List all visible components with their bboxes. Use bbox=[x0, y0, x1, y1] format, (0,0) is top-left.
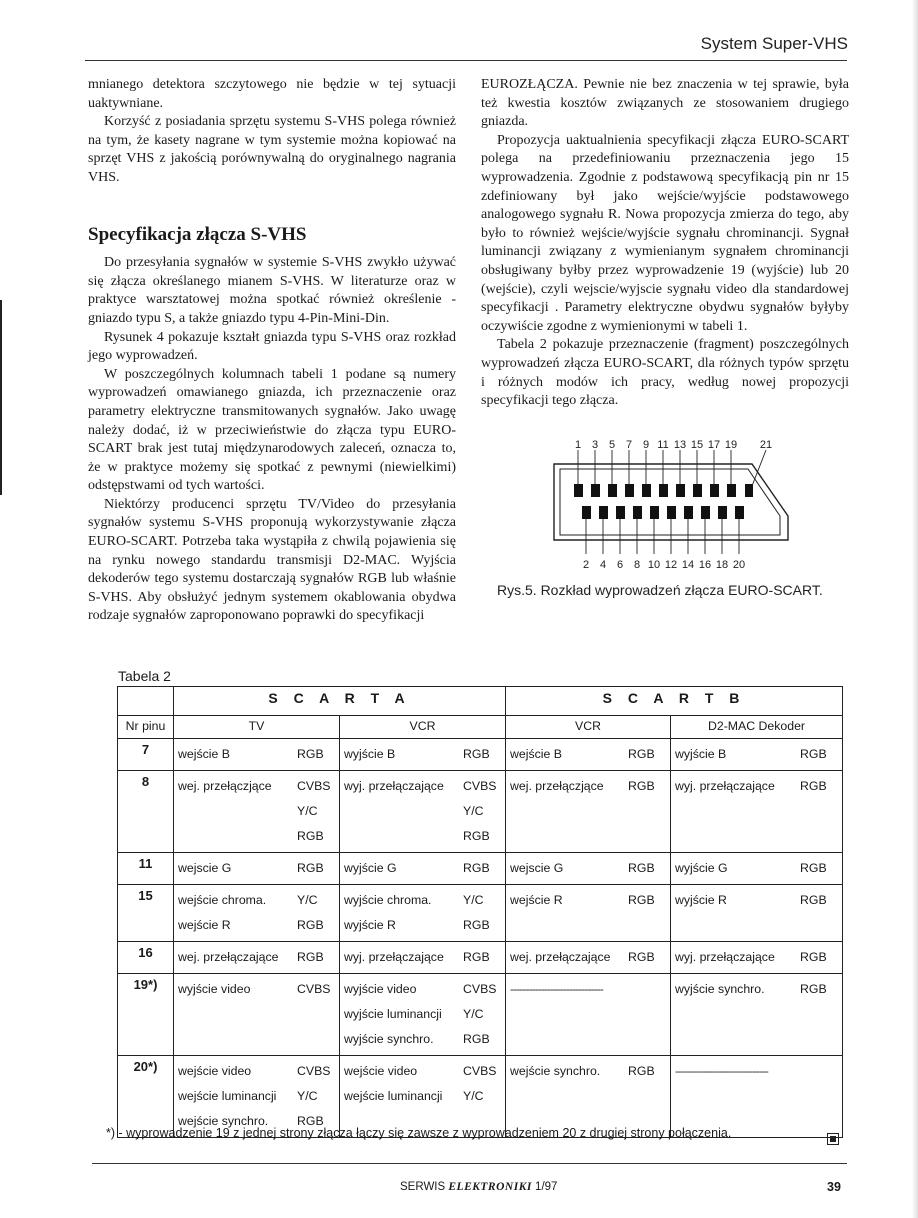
signal-line bbox=[510, 1059, 666, 1084]
pin-number: 20*) bbox=[118, 1056, 174, 1138]
signal-line bbox=[510, 774, 666, 799]
signal-standard: RGB bbox=[628, 893, 655, 907]
signal-line bbox=[344, 977, 501, 1002]
signal-standard: RGB bbox=[800, 982, 827, 996]
pin-label-top: 17 bbox=[707, 439, 721, 451]
signal-line bbox=[178, 856, 335, 881]
scart-pin-table bbox=[117, 686, 843, 1138]
signal-name: wejście R bbox=[178, 918, 231, 932]
signal-standard: Y/C bbox=[463, 804, 484, 818]
page-number: 39 bbox=[827, 1180, 841, 1194]
signal-standard: RGB bbox=[628, 1064, 655, 1078]
pin-21 bbox=[745, 484, 753, 497]
signal-name: wejscie G bbox=[510, 861, 564, 875]
column-header: TV bbox=[174, 716, 340, 739]
signal-name: wyjście synchro. bbox=[675, 982, 765, 996]
signal-line bbox=[344, 856, 501, 881]
signal-standard: RGB bbox=[628, 861, 655, 875]
table-cell bbox=[340, 853, 506, 885]
signal-line bbox=[178, 799, 335, 824]
paragraph: Rysunek 4 pokazuje kształt gniazda typu S-VHS oraz rozkład jego wyprowadzeń. bbox=[88, 329, 456, 364]
pin-label-bottom: 8 bbox=[633, 559, 641, 571]
signal-name: wyjście synchro. bbox=[344, 1032, 434, 1046]
signal-standard: RGB bbox=[297, 1114, 324, 1128]
signal-line bbox=[344, 1002, 501, 1027]
signal-name: wejście B bbox=[510, 747, 562, 761]
signal-standard: Y/C bbox=[463, 1007, 484, 1021]
signal-line bbox=[510, 945, 666, 970]
paragraph: EUROZŁĄCZA. Pewnie nie bez znaczenia w tej sprawie, była też kwestia kosztów związanych ze stosowaniem drugiego gniazda. bbox=[481, 77, 849, 130]
signal-name: wyj. przełączające bbox=[675, 950, 775, 964]
signal-standard: RGB bbox=[297, 747, 324, 761]
signal-name: wyjście B bbox=[344, 747, 396, 761]
signal-standard: CVBS bbox=[463, 982, 497, 996]
table-cell bbox=[671, 771, 843, 853]
table-row bbox=[118, 942, 843, 974]
even-pin bbox=[701, 506, 710, 519]
signal-name: wejście chroma. bbox=[178, 893, 267, 907]
table-cell bbox=[340, 739, 506, 771]
signal-line bbox=[675, 742, 838, 767]
euro-scart-connector-diagram bbox=[540, 436, 800, 576]
paragraph: Tabela 2 pokazuje przeznaczenie (fragment) poszczególnych wyprowadzeń złącza EURO-SCART, dla różnych typów sprzętu i różnych modów ich pracy, według nowej propozycji specyfikacji tego złącza. bbox=[481, 337, 849, 409]
pin-label-top: 3 bbox=[591, 439, 599, 451]
signal-line bbox=[344, 888, 501, 913]
signal-standard: RGB bbox=[297, 950, 324, 964]
table-cell bbox=[671, 739, 843, 771]
signal-line bbox=[344, 824, 501, 849]
table-cell bbox=[174, 885, 340, 942]
signal-name: wyjście luminancji bbox=[344, 1007, 442, 1021]
pin-label-top: 21 bbox=[759, 439, 773, 451]
table-row bbox=[118, 739, 843, 771]
pin-label-top: 15 bbox=[690, 439, 704, 451]
pin-label-top: 13 bbox=[673, 439, 687, 451]
connector-inner-outline bbox=[560, 469, 780, 535]
odd-pin bbox=[710, 484, 719, 497]
signal-name: wejście video bbox=[344, 1064, 418, 1078]
column-header: VCR bbox=[340, 716, 506, 739]
signal-line bbox=[675, 888, 838, 913]
table-footnote: *) - wyprowadzenie 19 z jednej strony złącza łączy się zawsze z wyprowadzeniem 20 z drugiej strony połączenia. bbox=[106, 1126, 732, 1140]
table-cell bbox=[174, 771, 340, 853]
signal-line bbox=[344, 945, 501, 970]
section-title: Specyfikacja złącza S-VHS bbox=[88, 223, 307, 245]
column-header: VCR bbox=[506, 716, 671, 739]
signal-line bbox=[178, 913, 335, 938]
pin-number: 15 bbox=[118, 885, 174, 942]
signal-name: wyjście G bbox=[344, 861, 397, 875]
paragraph: Niektórzy producenci sprzętu TV/Video do przesyłania sygnałów systemu S-VHS proponują wykorzystywanie złącza EURO-SCART. Potrzeba taka wystąpiła z chwilą pojawienia się na rynku nowego standardu transmisji D2-MAC. Wyjścia dekoderów tego systemu dostarczają sygnałów RGB lub właśnie S-VHS. Aby obsłużyć jednym systemem okablowania obydwa rodzaje sygnałów zaproponowano poprawki do specyfikacji bbox=[88, 496, 456, 624]
magazine-name: ELEKTRONIKI bbox=[448, 1181, 532, 1193]
issue-number: 1/97 bbox=[535, 1181, 558, 1193]
signal-line bbox=[510, 856, 666, 881]
even-pin bbox=[735, 506, 744, 519]
signal-name: wej. przełączjące bbox=[510, 779, 604, 793]
odd-pin bbox=[625, 484, 634, 497]
pin-label-top: 1 bbox=[574, 439, 582, 451]
odd-pin bbox=[642, 484, 651, 497]
pin-label-top: 19 bbox=[724, 439, 738, 451]
signal-line bbox=[178, 888, 335, 913]
even-pin bbox=[718, 506, 727, 519]
pin-label-bottom: 14 bbox=[681, 559, 695, 571]
signal-standard: RGB bbox=[628, 779, 655, 793]
signal-standard: RGB bbox=[800, 893, 827, 907]
table-row bbox=[118, 885, 843, 942]
even-pin bbox=[650, 506, 659, 519]
signal-name: wejście luminancji bbox=[178, 1089, 277, 1103]
even-pin bbox=[582, 506, 591, 519]
signal-standard: RGB bbox=[297, 829, 324, 843]
table-row bbox=[118, 853, 843, 885]
signal-standard: RGB bbox=[463, 861, 490, 875]
table-cell bbox=[671, 942, 843, 974]
signal-standard: Y/C bbox=[297, 893, 318, 907]
signal-standard: RGB bbox=[628, 950, 655, 964]
pin-label-top: 7 bbox=[625, 439, 633, 451]
signal-name: wyj. przełączające bbox=[344, 779, 444, 793]
even-pin bbox=[616, 506, 625, 519]
even-pin bbox=[633, 506, 642, 519]
signal-name: wej. przełączające bbox=[510, 950, 611, 964]
table-label: Tabela 2 bbox=[118, 668, 171, 684]
signal-name: wyjście chroma. bbox=[344, 893, 432, 907]
table-cell bbox=[506, 739, 671, 771]
table-cell bbox=[340, 771, 506, 853]
paragraph: Korzyść z posiadania sprzętu systemu S-VHS polega również na tym, że kasety nagrane w tym systemie można kopiować na sprzęt VHS z jakością porównywalną do oryginalnego nagrania VHS. bbox=[88, 114, 456, 185]
header-rule bbox=[85, 60, 847, 61]
signal-line bbox=[510, 742, 666, 767]
pin-label-bottom: 10 bbox=[647, 559, 661, 571]
scan-margin-line bbox=[0, 300, 2, 495]
pin-number: 16 bbox=[118, 942, 174, 974]
signal-standard: RGB bbox=[297, 918, 324, 932]
signal-name: wyjście R bbox=[675, 893, 727, 907]
left-column bbox=[88, 76, 456, 626]
table-cell bbox=[340, 942, 506, 974]
table-cell bbox=[174, 942, 340, 974]
table-cell bbox=[506, 853, 671, 885]
signal-name: wejście synchro. bbox=[510, 1064, 601, 1078]
pin-label-bottom: 18 bbox=[715, 559, 729, 571]
table-row bbox=[118, 974, 843, 1056]
signal-standard: Y/C bbox=[463, 893, 484, 907]
signal-name: wejście luminancji bbox=[344, 1089, 443, 1103]
pin-label-bottom: 2 bbox=[582, 559, 590, 571]
odd-pin bbox=[574, 484, 583, 497]
table-row bbox=[118, 771, 843, 853]
even-pin bbox=[667, 506, 676, 519]
table-cell bbox=[671, 885, 843, 942]
right-column bbox=[481, 76, 849, 411]
paragraph: mnianego detektora szczytowego nie będzie w tej sytuacji uaktywniane. bbox=[88, 77, 456, 111]
signal-name: wyjście video bbox=[178, 982, 251, 996]
odd-pin bbox=[608, 484, 617, 497]
scan-page-edge bbox=[912, 0, 918, 1218]
footer-magazine bbox=[400, 1181, 557, 1193]
pin-label-bottom: 20 bbox=[732, 559, 746, 571]
signal-name: wyj. przełączające bbox=[344, 950, 444, 964]
signal-standard: RGB bbox=[800, 747, 827, 761]
signal-line bbox=[178, 824, 335, 849]
table-cell bbox=[506, 771, 671, 853]
signal-line bbox=[344, 1059, 501, 1084]
table-cell bbox=[506, 942, 671, 974]
figure-caption: Rys.5. Rozkład wyprowadzeń złącza EURO-SCART. bbox=[497, 582, 823, 598]
signal-line bbox=[344, 913, 501, 938]
signal-standard: RGB bbox=[297, 861, 324, 875]
pin-number: 7 bbox=[118, 739, 174, 771]
signal-name: wej. przełączające bbox=[178, 950, 279, 964]
even-pin bbox=[599, 506, 608, 519]
signal-line bbox=[178, 1084, 335, 1109]
table-cell bbox=[340, 974, 506, 1056]
pin-number: 11 bbox=[118, 853, 174, 885]
signal-standard: Y/C bbox=[297, 804, 318, 818]
pin-label-top: 9 bbox=[642, 439, 650, 451]
pin-label-bottom: 4 bbox=[599, 559, 607, 571]
paragraph: Do przesyłania sygnałów w systemie S-VHS zwykło używać się złącza określanego mianem S-VHS. W literaturze oraz w praktyce warsztatowej można spotkać również określenie - gniazdo typu S, a także gniazdo typu 4-Pin-Mini-Din. bbox=[88, 255, 456, 326]
signal-standard: Y/C bbox=[463, 1089, 484, 1103]
signal-standard: Y/C bbox=[297, 1089, 318, 1103]
signal-name: wejście R bbox=[510, 893, 563, 907]
signal-name: wyjście R bbox=[344, 918, 396, 932]
signal-name: wejście video bbox=[178, 1064, 252, 1078]
signal-standard: RGB bbox=[463, 829, 490, 843]
pin-label-bottom: 16 bbox=[698, 559, 712, 571]
signal-name: wyj. przełączające bbox=[675, 779, 775, 793]
signal-line bbox=[675, 945, 838, 970]
signal-standard: CVBS bbox=[297, 1064, 331, 1078]
signal-line bbox=[178, 774, 335, 799]
table-corner bbox=[118, 687, 174, 716]
signal-name: wyjście video bbox=[344, 982, 417, 996]
table-cell bbox=[671, 974, 843, 1056]
signal-standard: CVBS bbox=[297, 779, 331, 793]
signal-line bbox=[510, 888, 666, 913]
odd-pin bbox=[727, 484, 736, 497]
table-cell bbox=[340, 885, 506, 942]
column-header: D2-MAC Dekoder bbox=[671, 716, 843, 739]
paragraph: W poszczególnych kolumnach tabeli 1 podane są numery wyprowadzeń omawianego gniazda, ich przeznaczenie oraz parametry elektryczne transmitowanych sygnałów. Jako uwagę należy dodać, iż w przeciwieństwie do złącza typu EURO-SCART brak jest tutaj międzynarodowych zaleceń, oznacza to, że w praktyce możemy się spotkać z pewnymi (niewielkimi) odstępstwami od tych wartości. bbox=[88, 366, 456, 494]
signal-standard: RGB bbox=[800, 779, 827, 793]
odd-pin bbox=[591, 484, 600, 497]
pin-column-header: Nr pinu bbox=[118, 716, 174, 739]
signal-name: wejście B bbox=[178, 747, 230, 761]
signal-line bbox=[344, 1084, 501, 1109]
signal-standard: RGB bbox=[628, 747, 655, 761]
signal-standard: RGB bbox=[463, 950, 490, 964]
odd-pin bbox=[659, 484, 668, 497]
signal-standard: RGB bbox=[800, 950, 827, 964]
signal-name: wejście synchro. bbox=[178, 1114, 269, 1128]
signal-name: wyjście B bbox=[675, 747, 727, 761]
even-pin bbox=[684, 506, 693, 519]
signal-line bbox=[344, 1027, 501, 1052]
empty-dash-line: ------------------------------ bbox=[675, 1064, 768, 1078]
group-header-scart-a: S C A R T A bbox=[174, 687, 506, 716]
pin-number: 8 bbox=[118, 771, 174, 853]
signal-line bbox=[344, 799, 501, 824]
group-header-scart-b: S C A R T B bbox=[506, 687, 843, 716]
signal-name: wejscie G bbox=[178, 861, 232, 875]
odd-pin bbox=[693, 484, 702, 497]
pin-label-bottom: 6 bbox=[616, 559, 624, 571]
table-cell bbox=[671, 853, 843, 885]
odd-pin bbox=[676, 484, 685, 497]
table-cell bbox=[174, 974, 340, 1056]
end-of-article-icon bbox=[827, 1133, 839, 1145]
magazine-prefix: SERWIS bbox=[400, 1181, 446, 1193]
signal-line bbox=[178, 977, 335, 1002]
running-head: System Super-VHS bbox=[700, 34, 848, 53]
signal-line bbox=[675, 856, 838, 881]
paragraph: Propozycja uaktualnienia specyfikacji złącza EURO-SCART polega na przedefiniowaniu przeznaczenia jego 15 wyprowadzenia. Zgodnie z podstawową specyfikacją pin nr 15 zdefiniowany był jako wejście/wyjście podstawowego analogowego sygnału R. Nowa propozycja zmierza do tego, aby było to również wejście/wyjście sygnału chrominancji. Sygnał luminancji związany z wymienianym sygnałem chrominancji obsługiwany byłby przez wyprowadzenie 19 (wyjście) lub 20 (wejście), czyli wejscie/wyjscie sygnału video dla standardowej specyfikacji . Parametry elektryczne obydwu sygnałów byłyby oczywiście zgodne z wymienionymi w tabeli 1. bbox=[481, 132, 849, 334]
pin-label-bottom: 12 bbox=[664, 559, 678, 571]
signal-standard: RGB bbox=[800, 861, 827, 875]
signal-line bbox=[344, 774, 501, 799]
signal-line bbox=[178, 742, 335, 767]
signal-line bbox=[178, 1059, 335, 1084]
signal-line bbox=[675, 774, 838, 799]
signal-line bbox=[675, 977, 838, 1002]
signal-standard: RGB bbox=[463, 747, 490, 761]
signal-standard: CVBS bbox=[297, 982, 331, 996]
signal-name: wej. przełączjące bbox=[178, 779, 272, 793]
signal-name: wyjście G bbox=[675, 861, 728, 875]
signal-standard: CVBS bbox=[463, 779, 497, 793]
signal-standard: CVBS bbox=[463, 1064, 497, 1078]
empty-dash-line: ------------------------------ bbox=[510, 982, 603, 996]
pin-number: 19*) bbox=[118, 974, 174, 1056]
table-cell bbox=[506, 974, 671, 1056]
signal-standard: RGB bbox=[463, 1032, 490, 1046]
signal-standard: RGB bbox=[463, 918, 490, 932]
signal-line bbox=[178, 945, 335, 970]
table-cell bbox=[506, 885, 671, 942]
signal-line bbox=[344, 742, 501, 767]
table-cell bbox=[174, 853, 340, 885]
footer-rule bbox=[92, 1163, 847, 1164]
table-cell bbox=[174, 739, 340, 771]
pin-label-top: 11 bbox=[657, 439, 669, 451]
pin-label-top: 5 bbox=[608, 439, 616, 451]
